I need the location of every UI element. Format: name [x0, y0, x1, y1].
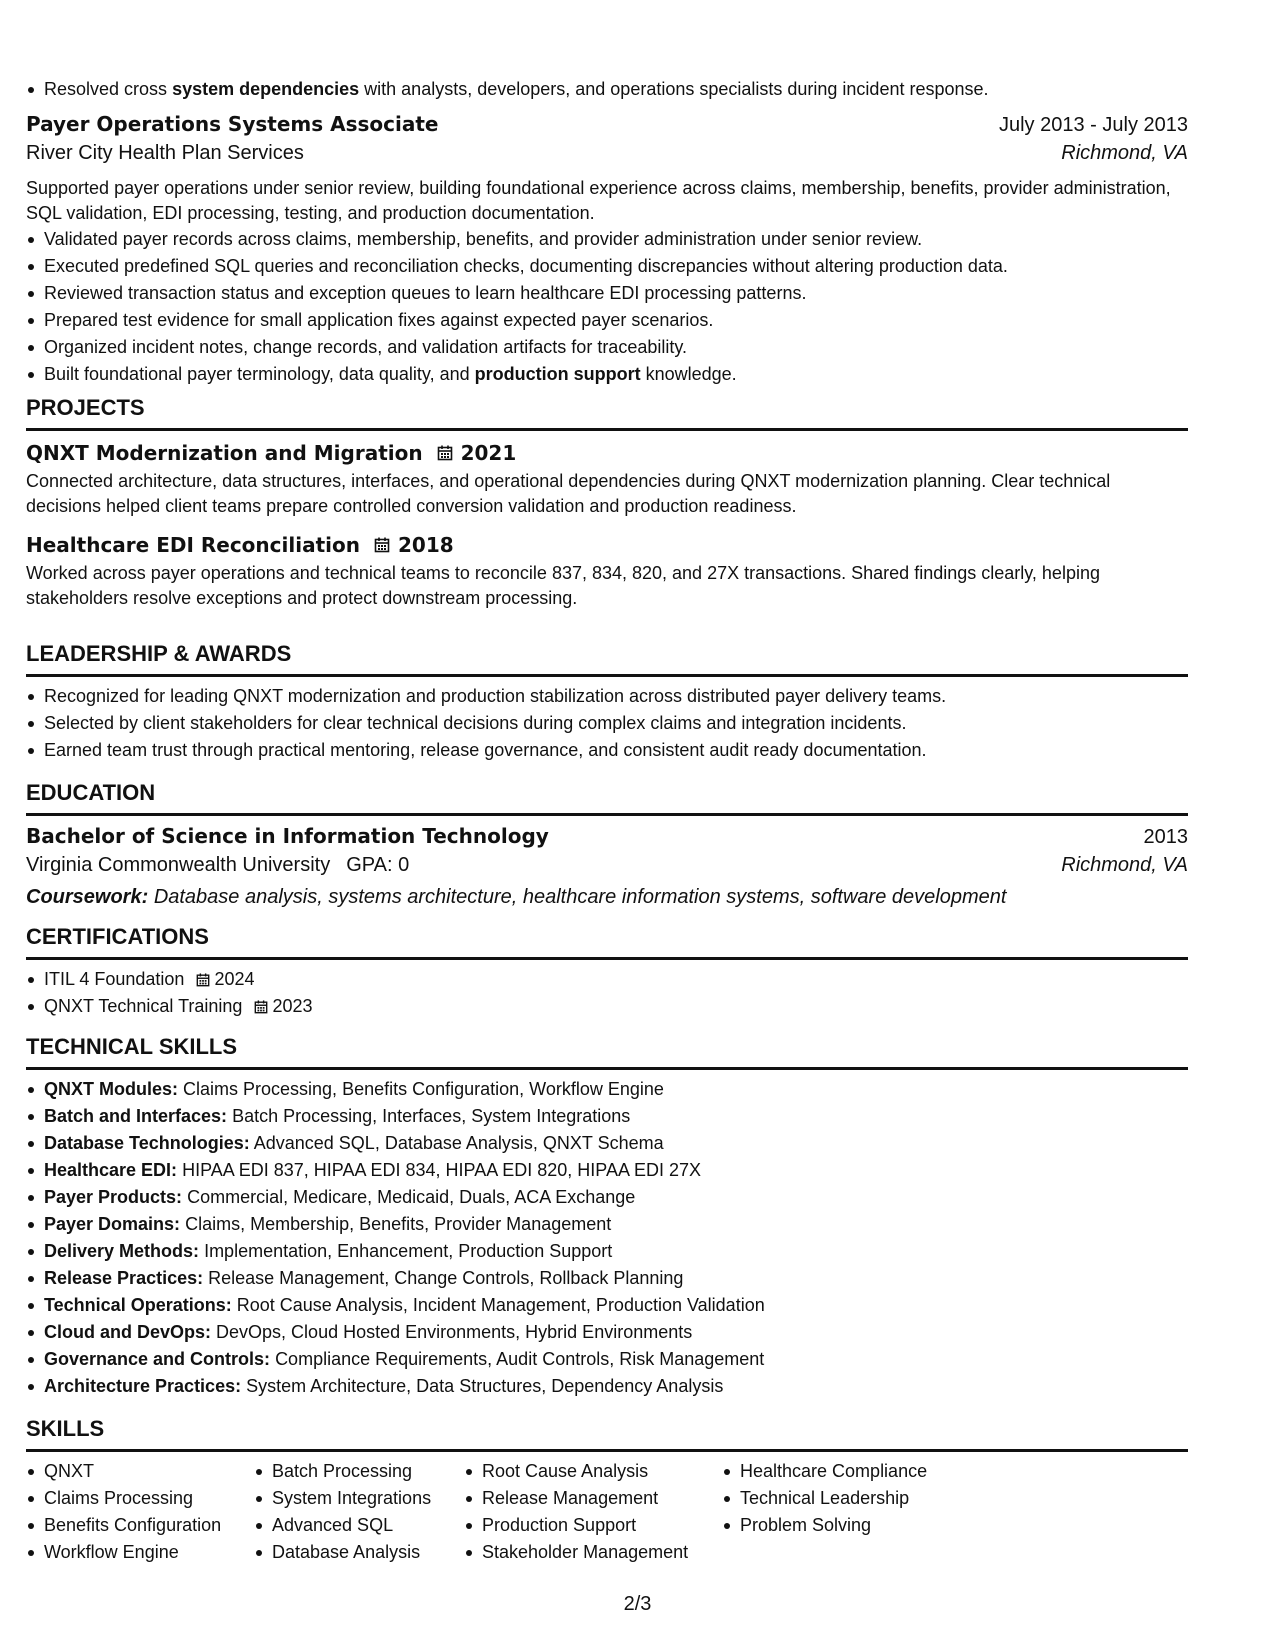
section-heading: LEADERSHIP & AWARDS: [26, 641, 292, 666]
section-divider: [26, 1067, 1188, 1070]
job-summary: Supported payer operations under senior review, building foundational experience across claims, membership, benefits, provider administration, SQL validation, EDI processing, testing, and production documentation.: [26, 178, 1171, 223]
graduation-year: 2013: [1143, 826, 1188, 848]
project-description: Worked across payer operations and technical teams to reconcile 837, 834, 820, and 27X transactions. Shared findings clearly, helping stakeholders resolve exceptions and protect downstream processing.: [26, 563, 1100, 608]
list-item: Technical Operations: Root Cause Analysis, Incident Management, Production Validation: [26, 1292, 1188, 1319]
section-divider: [26, 428, 1188, 431]
job-title: Payer Operations Systems Associate: [26, 112, 439, 136]
project-year: 2021: [460, 441, 517, 465]
list-item: Healthcare EDI: HIPAA EDI 837, HIPAA EDI 834, HIPAA EDI 820, HIPAA EDI 27X: [26, 1157, 1188, 1184]
calendar-icon: [437, 445, 453, 461]
skills-section: [26, 1415, 1188, 1566]
calendar-icon: [254, 1000, 268, 1014]
list-item: Batch Processing: [254, 1458, 464, 1485]
calendar-icon: [374, 537, 390, 553]
job-dates: July 2013 - July 2013: [998, 114, 1188, 136]
project-title: Healthcare EDI Reconciliation: [26, 533, 360, 557]
certification-name: QNXT Technical Training: [44, 996, 243, 1016]
skills-column: [26, 1458, 254, 1566]
list-item: Selected by client stakeholders for clear technical decisions during complex claims and integration incidents.: [26, 710, 1188, 737]
page-number: 2/3: [623, 1593, 652, 1615]
calendar-icon: [196, 973, 210, 987]
gpa: GPA: 0: [346, 854, 410, 876]
list-item: Release Management: [464, 1485, 722, 1512]
leadership-section: [26, 640, 1188, 764]
list-item: Problem Solving: [722, 1512, 982, 1539]
list-item: Healthcare Compliance: [722, 1458, 982, 1485]
list-item: Stakeholder Management: [464, 1539, 722, 1566]
list-item: Database Technologies: Advanced SQL, Database Analysis, QNXT Schema: [26, 1130, 1188, 1157]
list-item: QNXT Modules: Claims Processing, Benefits Configuration, Workflow Engine: [26, 1076, 1188, 1103]
school-location: Richmond, VA: [1061, 854, 1188, 876]
list-item: [26, 966, 1188, 993]
job-bullets: [26, 226, 1188, 388]
coursework: Coursework: Database analysis, systems architecture, healthcare information systems, software development: [26, 886, 1007, 908]
list-item: Executed predefined SQL queries and reconciliation checks, documenting discrepancies without altering production data.: [26, 253, 1188, 280]
certification-name: ITIL 4 Foundation: [44, 969, 185, 989]
list-item: Architecture Practices: System Architecture, Data Structures, Dependency Analysis: [26, 1373, 1188, 1400]
list-item: Organized incident notes, change records, and validation artifacts for traceability.: [26, 334, 1188, 361]
job-location: Richmond, VA: [1061, 142, 1188, 164]
list-item: Reviewed transaction status and exception queues to learn healthcare EDI processing patterns.: [26, 280, 1188, 307]
project-title: QNXT Modernization and Migration: [26, 441, 423, 465]
list-item: Technical Leadership: [722, 1485, 982, 1512]
list-item: Workflow Engine: [26, 1539, 254, 1566]
list-item: Recognized for leading QNXT modernization and production stabilization across distributed payer delivery teams.: [26, 683, 1188, 710]
certification-year: 2023: [272, 996, 313, 1016]
section-heading: SKILLS: [26, 1416, 105, 1441]
project-item: [26, 531, 1188, 611]
list-item: Payer Products: Commercial, Medicare, Medicaid, Duals, ACA Exchange: [26, 1184, 1188, 1211]
skills-column: [722, 1458, 982, 1566]
list-item: Cloud and DevOps: DevOps, Cloud Hosted Environments, Hybrid Environments: [26, 1319, 1188, 1346]
list-item: Resolved cross system dependencies with analysts, developers, and operations specialists during incident response.: [26, 76, 1251, 103]
list-item: [26, 993, 1188, 1020]
list-item: Validated payer records across claims, membership, benefits, and provider administration under senior review.: [26, 226, 1188, 253]
project-item: [26, 439, 1188, 519]
list-item: Release Practices: Release Management, Change Controls, Rollback Planning: [26, 1265, 1188, 1292]
certification-year: 2024: [214, 969, 255, 989]
job-entry: [26, 112, 1188, 388]
school-name: Virginia Commonwealth University: [26, 854, 331, 876]
skills-column: [464, 1458, 722, 1566]
section-heading: TECHNICAL SKILLS: [26, 1034, 238, 1059]
list-item: Claims Processing: [26, 1485, 254, 1512]
section-divider: [26, 1449, 1188, 1452]
section-divider: [26, 674, 1188, 677]
projects-section: [26, 394, 1188, 611]
section-heading: EDUCATION: [26, 780, 156, 805]
list-item: Benefits Configuration: [26, 1512, 254, 1539]
list-item: System Integrations: [254, 1485, 464, 1512]
section-heading: PROJECTS: [26, 395, 145, 420]
list-item: Governance and Controls: Compliance Requirements, Audit Controls, Risk Management: [26, 1346, 1188, 1373]
section-heading: CERTIFICATIONS: [26, 924, 209, 949]
project-description: Connected architecture, data structures, interfaces, and operational dependencies during QNXT modernization planning. Clear technical decisions helped client teams prepare controlled conversion validation and production readiness.: [26, 471, 1111, 516]
list-item: Built foundational payer terminology, data quality, and production support knowledge.: [26, 361, 1188, 388]
list-item: Root Cause Analysis: [464, 1458, 722, 1485]
degree: Bachelor of Science in Information Technology: [26, 824, 549, 848]
skills-column: [254, 1458, 464, 1566]
certifications-section: [26, 923, 1188, 1020]
list-item: QNXT: [26, 1458, 254, 1485]
education-section: [26, 779, 1188, 916]
list-item: Prepared test evidence for small application fixes against expected payer scenarios.: [26, 307, 1188, 334]
list-item: Advanced SQL: [254, 1512, 464, 1539]
list-item: Delivery Methods: Implementation, Enhancement, Production Support: [26, 1238, 1188, 1265]
technical-skills-section: [26, 1033, 1188, 1400]
continued-bullets: [26, 76, 1251, 103]
list-item: Earned team trust through practical mentoring, release governance, and consistent audit ready documentation.: [26, 737, 1188, 764]
list-item: Batch and Interfaces: Batch Processing, Interfaces, System Integrations: [26, 1103, 1188, 1130]
section-divider: [26, 813, 1188, 816]
project-year: 2018: [397, 533, 454, 557]
list-item: Payer Domains: Claims, Membership, Benefits, Provider Management: [26, 1211, 1188, 1238]
list-item: Production Support: [464, 1512, 722, 1539]
company-name: River City Health Plan Services: [26, 142, 304, 164]
list-item: Database Analysis: [254, 1539, 464, 1566]
section-divider: [26, 957, 1188, 960]
